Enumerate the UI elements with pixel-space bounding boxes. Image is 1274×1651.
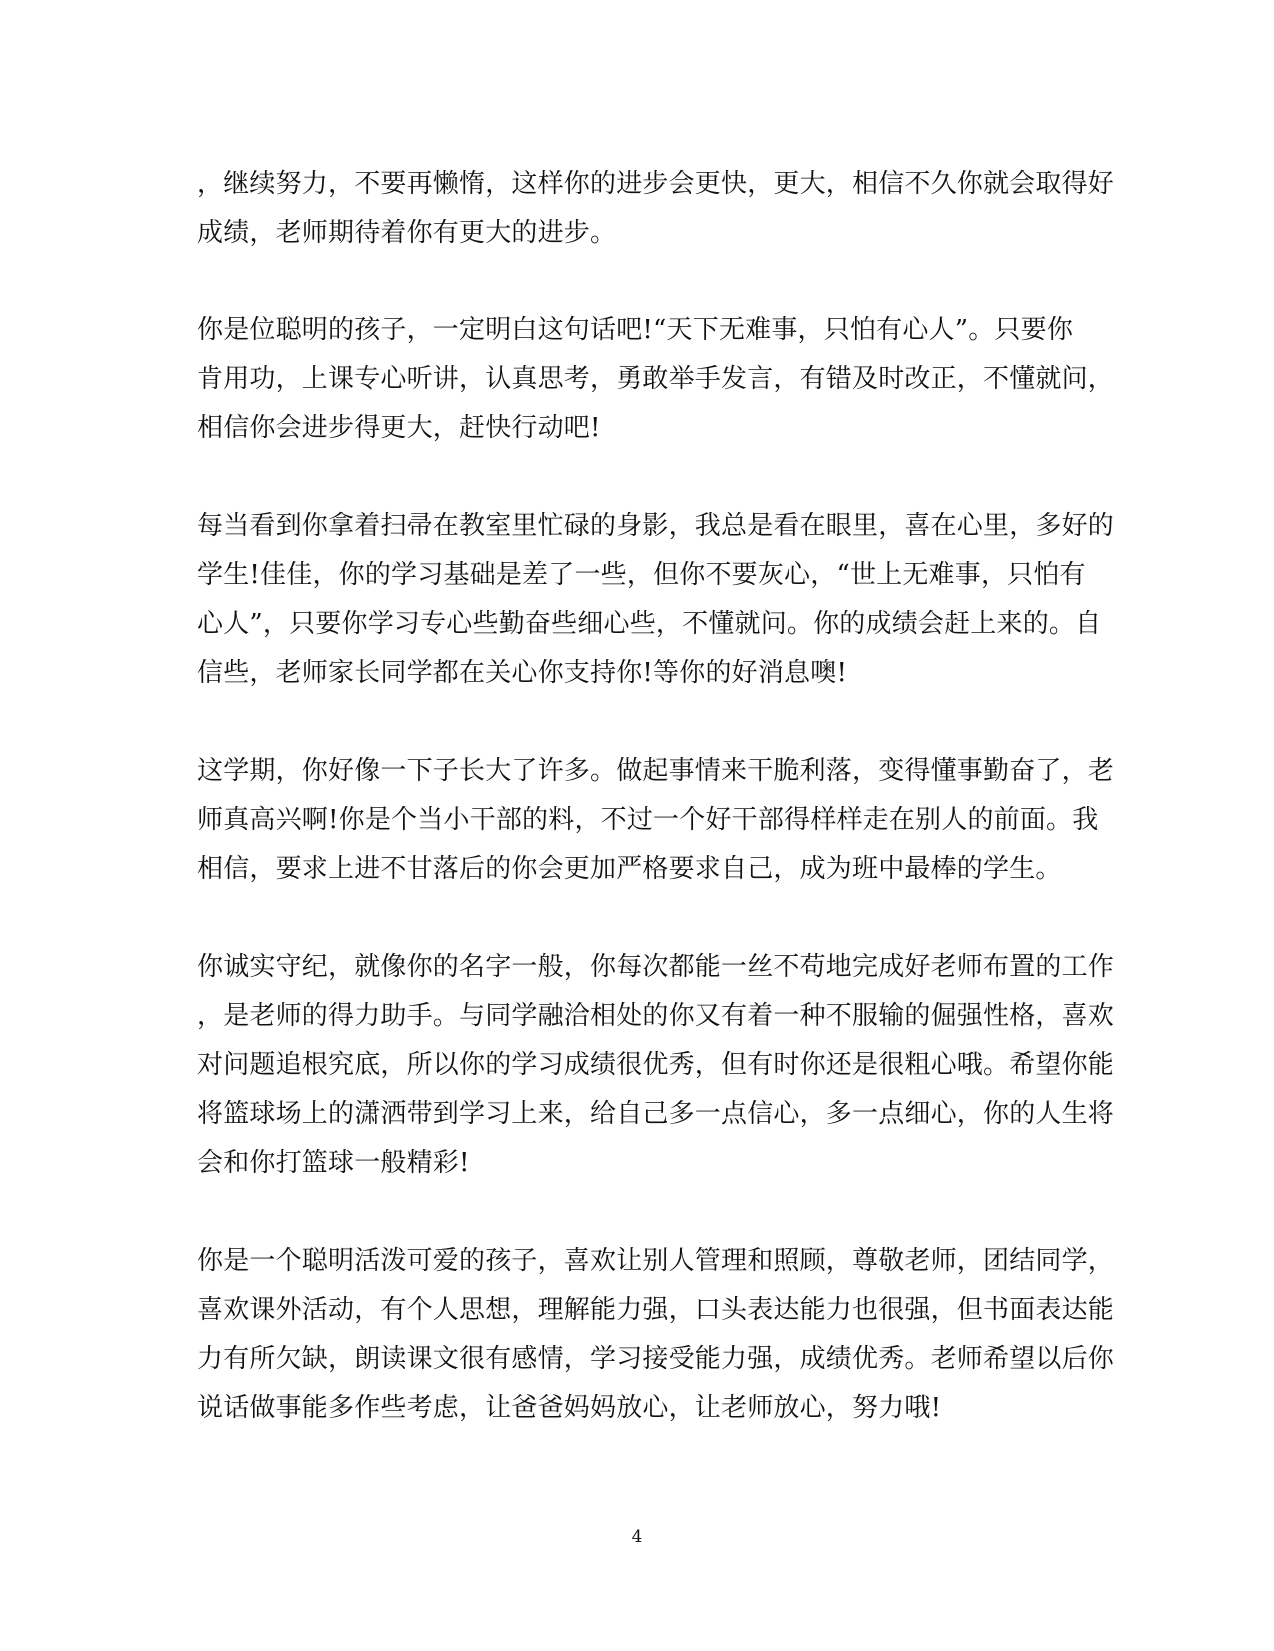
paragraph-line: 喜欢课外活动，有个人思想，理解能力强，口头表达能力也很强，但书面表达能 <box>197 1295 1115 1325</box>
paragraph-line: 每当看到你拿着扫帚在教室里忙碌的身影，我总是看在眼里，喜在心里，多好的 <box>197 511 1115 541</box>
paragraph-line: 你诚实守纪，就像你的名字一般，你每次都能一丝不苟地完成好老师布置的工作 <box>197 952 1115 982</box>
paragraph-4 <box>197 747 1115 894</box>
paragraph-line: 你是位聪明的孩子，一定明白这句话吧!“天下无难事，只怕有心人”。只要你 <box>197 315 1074 345</box>
paragraph-line: 师真高兴啊!你是个当小干部的料，不过一个好干部得样样走在别人的前面。我 <box>197 805 1099 835</box>
paragraph-line: 这学期，你好像一下子长大了许多。做起事情来干脆利落，变得懂事勤奋了，老 <box>197 756 1115 786</box>
paragraph-line: 学生!佳佳，你的学习基础是差了一些，但你不要灰心，“世上无难事，只怕有 <box>197 560 1086 590</box>
paragraph-line: ，是老师的得力助手。与同学融洽相处的你又有着一种不服输的倔强性格，喜欢 <box>197 1001 1115 1031</box>
paragraph-line: 成绩，老师期待着你有更大的进步。 <box>197 218 617 248</box>
paragraph-line: 说话做事能多作些考虑，让爸爸妈妈放心，让老师放心，努力哦! <box>197 1393 942 1423</box>
paragraph-line: 肯用功，上课专心听讲，认真思考，勇敢举手发言，有错及时改正，不懂就问， <box>197 364 1115 394</box>
paragraph-line: 将篮球场上的潇洒带到学习上来，给自己多一点信心，多一点细心，你的人生将 <box>197 1099 1115 1129</box>
paragraph-5 <box>197 943 1115 1188</box>
paragraph-6 <box>197 1237 1115 1433</box>
paragraph-2 <box>197 306 1115 453</box>
paragraph-line: 心人”，只要你学习专心些勤奋些细心些，不懂就问。你的成绩会赶上来的。自 <box>197 609 1102 639</box>
paragraph-line: ，继续努力，不要再懒惰，这样你的进步会更快，更大，相信不久你就会取得好 <box>197 169 1115 199</box>
paragraph-line: 信些，老师家长同学都在关心你支持你!等你的好消息噢! <box>197 658 848 688</box>
paragraph-3 <box>197 502 1115 698</box>
paragraph-line: 相信你会进步得更大，赶快行动吧! <box>197 413 601 443</box>
paragraph-line: 对问题追根究底，所以你的学习成绩很优秀，但有时你还是很粗心哦。希望你能 <box>197 1050 1115 1080</box>
paragraph-line: 你是一个聪明活泼可爱的孩子，喜欢让别人管理和照顾，尊敬老师，团结同学， <box>197 1246 1115 1276</box>
page-number: 4 <box>631 1527 643 1547</box>
paragraph-line: 力有所欠缺，朗读课文很有感情，学习接受能力强，成绩优秀。老师希望以后你 <box>197 1344 1115 1374</box>
paragraph-line: 相信，要求上进不甘落后的你会更加严格要求自己，成为班中最棒的学生。 <box>197 854 1062 884</box>
paragraph-1 <box>197 160 1115 258</box>
paragraph-line: 会和你打篮球一般精彩! <box>197 1148 470 1178</box>
